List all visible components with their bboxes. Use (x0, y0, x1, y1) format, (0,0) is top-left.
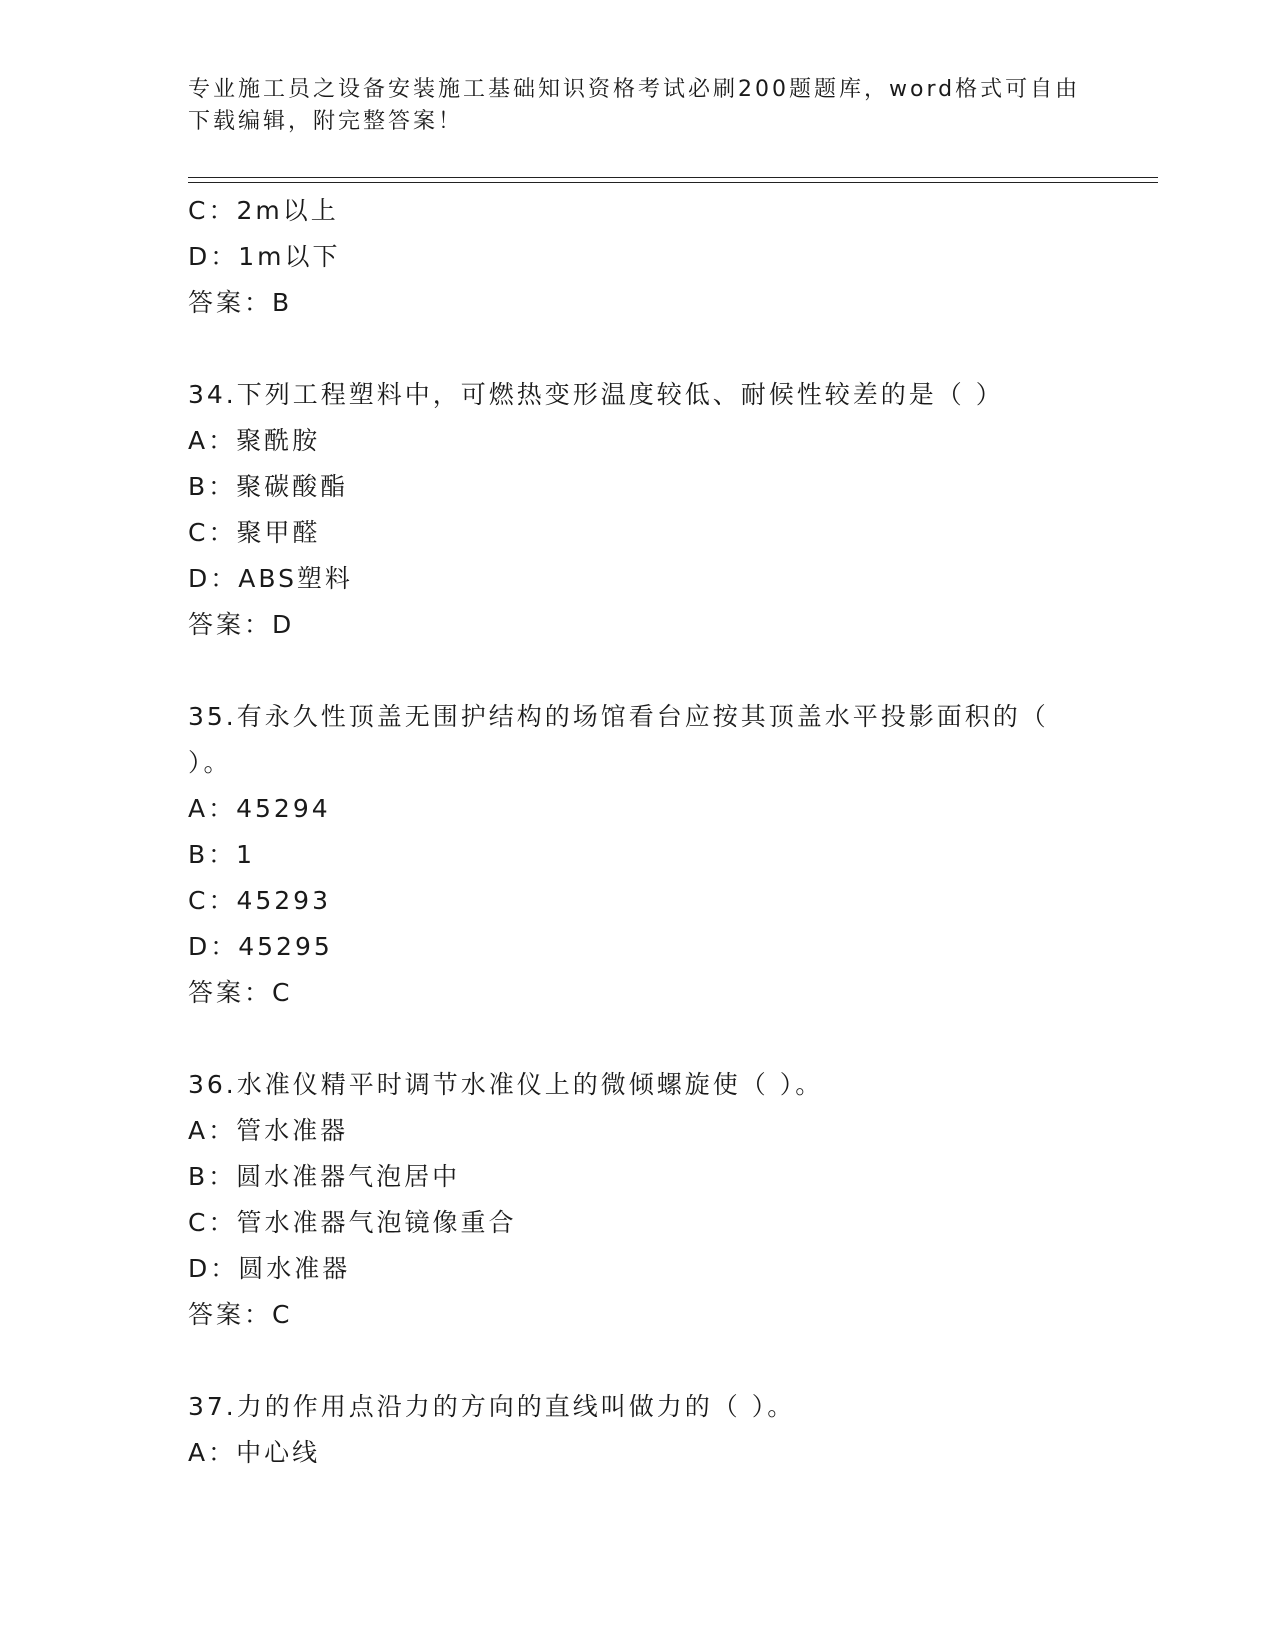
question-block (188, 1384, 1088, 1476)
option-line: C：聚甲醛 (188, 518, 321, 547)
option-line: A：中心线 (188, 1438, 321, 1467)
question-stem: 35.有永久性顶盖无围护结构的场馆看台应按其顶盖水平投影面积的（ (188, 702, 1049, 731)
option-line: A：聚酰胺 (188, 426, 321, 455)
option-line: C：2m以上 (188, 196, 339, 225)
option-line: C：45293 (188, 886, 331, 915)
question-stem-continued: ）。 (188, 748, 232, 777)
option-line: D：ABS塑料 (188, 564, 353, 593)
header-divider-top (188, 177, 1158, 178)
question-stem: 36.水准仪精平时调节水准仪上的微倾螺旋使（ ）。 (188, 1070, 824, 1099)
question-block (188, 372, 1088, 648)
spacer (188, 1338, 1088, 1384)
header-line-1: 专业施工员之设备安装施工基础知识资格考试必刷200题题库，word格式可自由 (188, 77, 1081, 102)
document-header (188, 74, 1088, 138)
question-block (188, 694, 1088, 1016)
question-block (188, 188, 1088, 326)
option-line: C：管水准器气泡镜像重合 (188, 1208, 517, 1237)
option-line: A：管水准器 (188, 1116, 349, 1145)
header-divider-bottom (188, 182, 1158, 183)
option-line: D：圆水准器 (188, 1254, 351, 1283)
answer-line: 答案：C (188, 1300, 293, 1329)
answer-line: 答案：C (188, 978, 293, 1007)
option-line: D：45295 (188, 932, 333, 961)
header-line-2: 下载编辑，附完整答案！ (188, 109, 464, 134)
option-line: B：聚碳酸酯 (188, 472, 349, 501)
option-line: D：1m以下 (188, 242, 341, 271)
answer-line: 答案：B (188, 288, 293, 317)
option-line: B：圆水准器气泡居中 (188, 1162, 461, 1191)
question-block (188, 1062, 1088, 1338)
question-stem: 37.力的作用点沿力的方向的直线叫做力的（ ）。 (188, 1392, 796, 1421)
question-list (188, 188, 1088, 1476)
option-line: B：1 (188, 840, 256, 869)
option-line: A：45294 (188, 794, 331, 823)
spacer (188, 1016, 1088, 1062)
question-stem: 34.下列工程塑料中，可燃热变形温度较低、耐候性较差的是（ ） (188, 380, 1004, 409)
spacer (188, 326, 1088, 372)
answer-line: 答案：D (188, 610, 295, 639)
spacer (188, 648, 1088, 694)
